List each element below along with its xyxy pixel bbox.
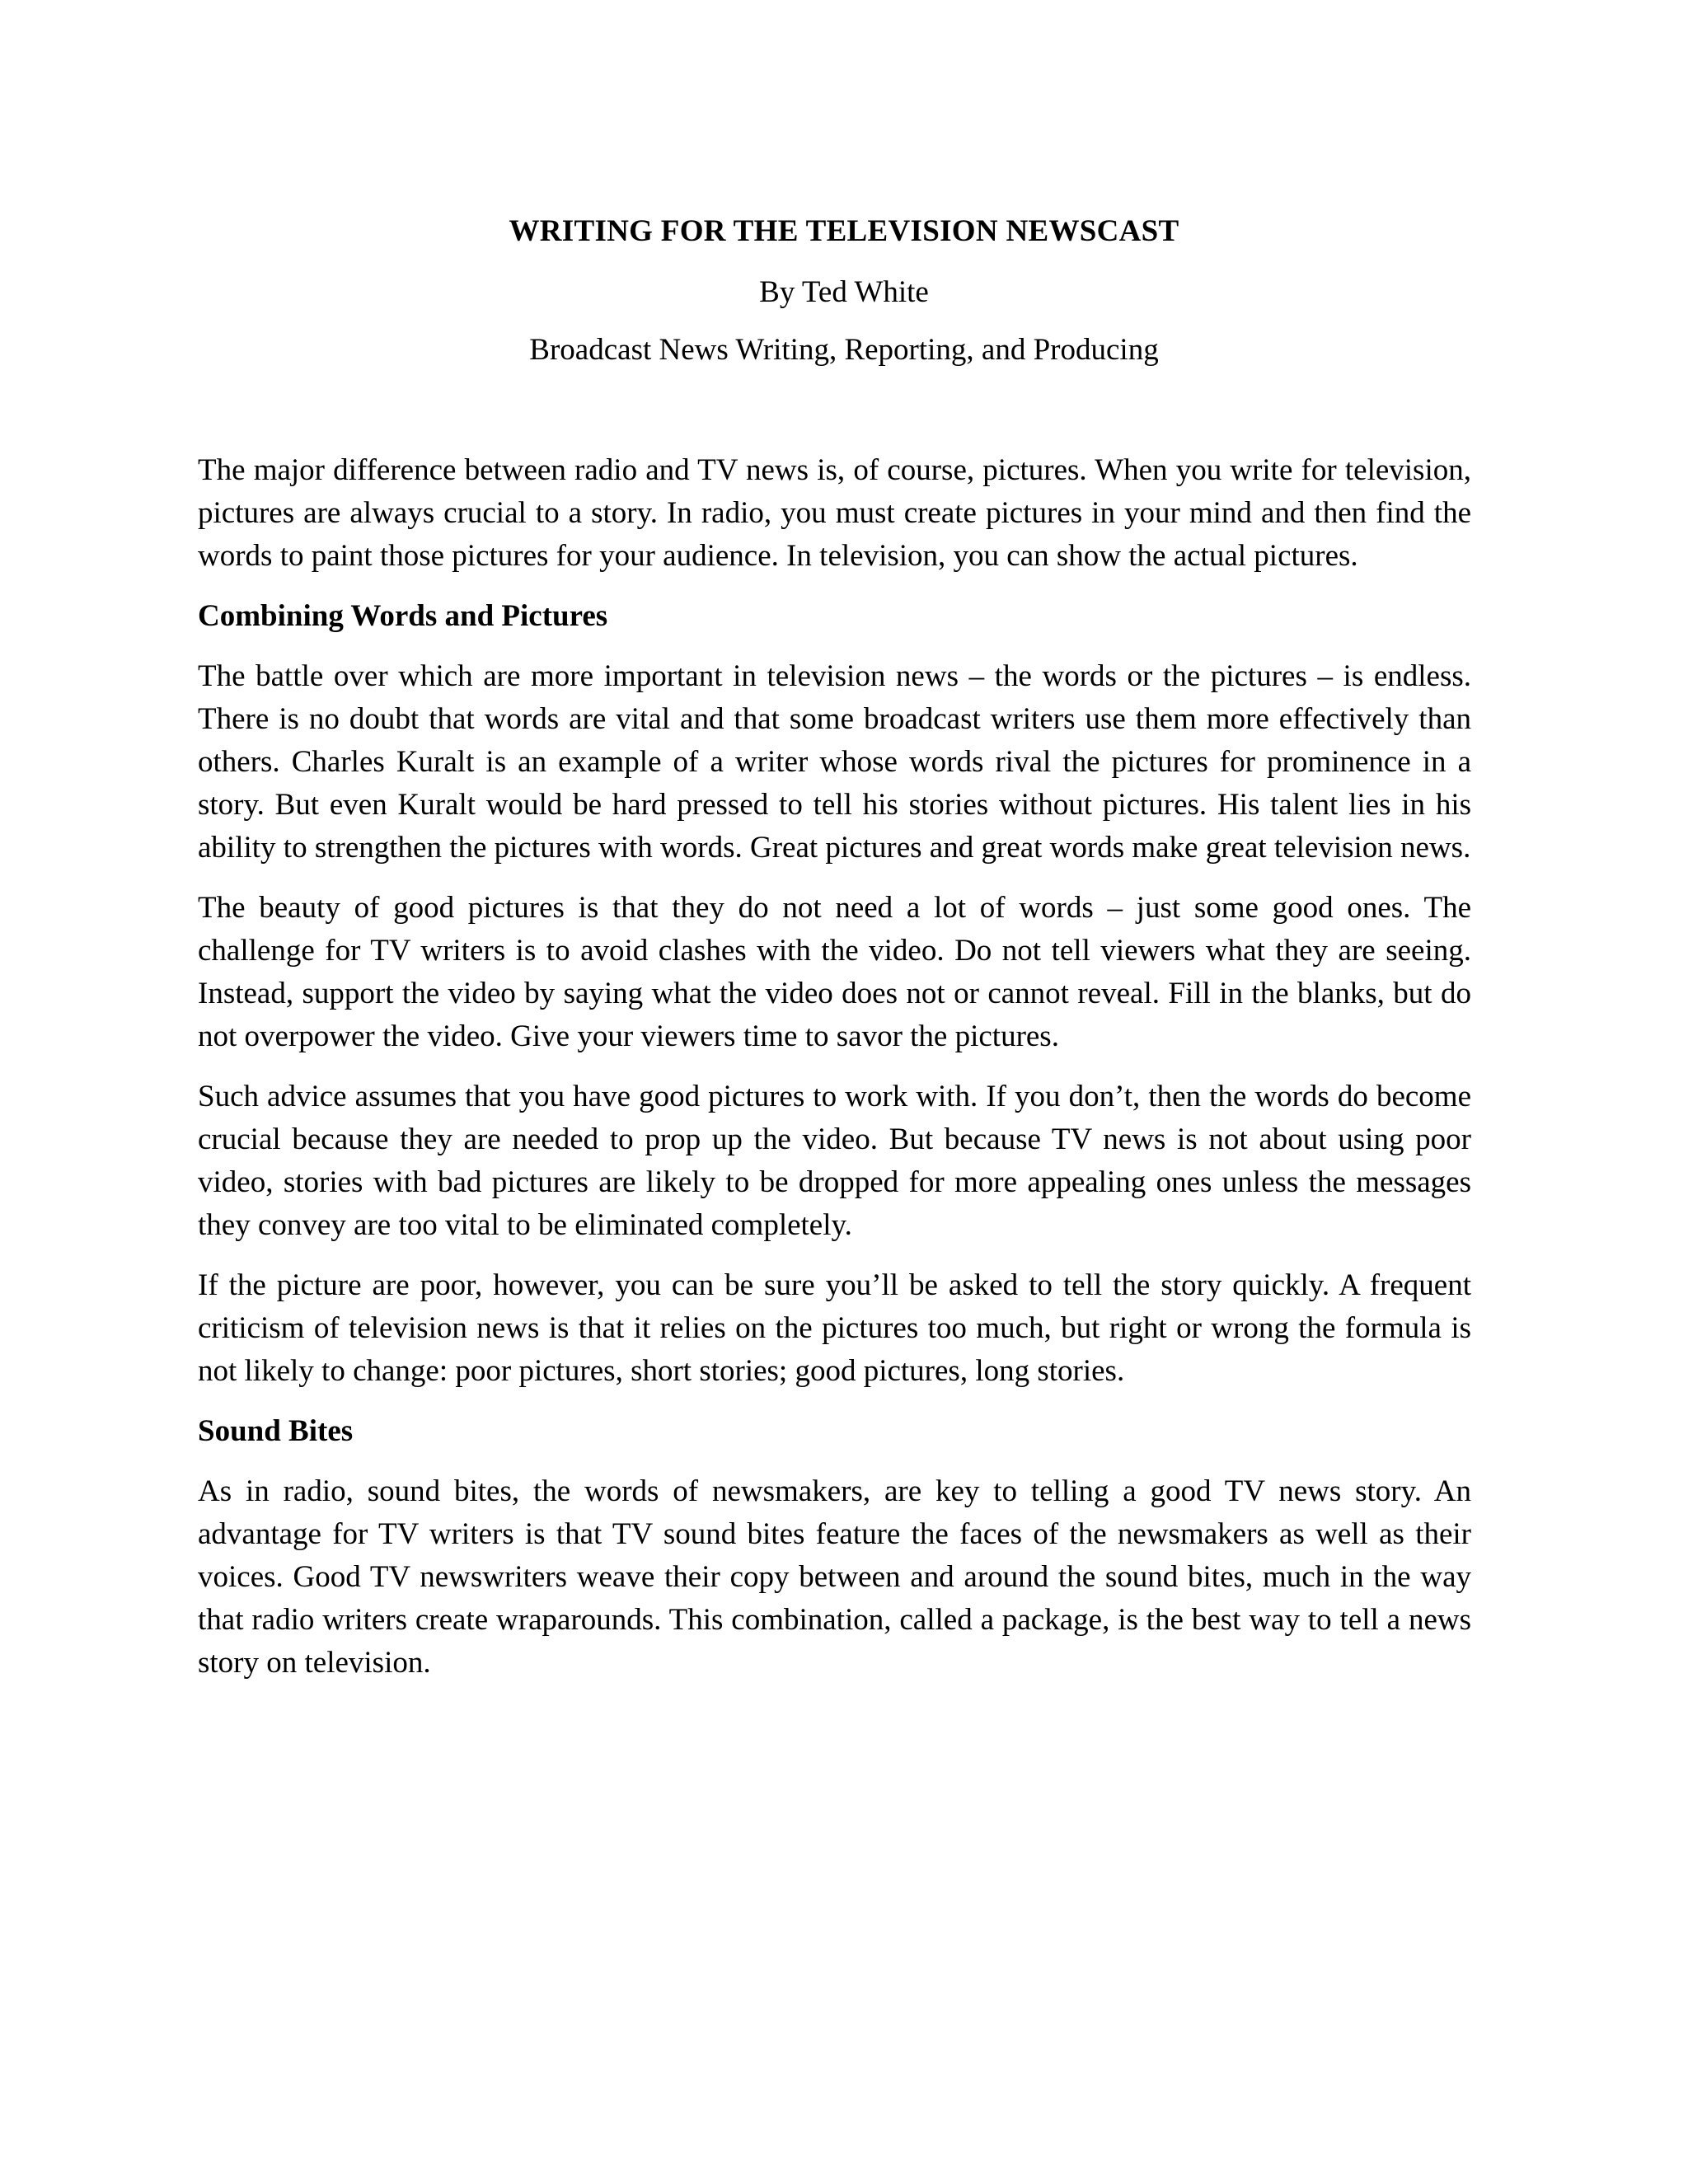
- author-line: By Ted White: [759, 275, 929, 309]
- source-line: Broadcast News Writing, Reporting, and Producing: [529, 333, 1159, 367]
- body-paragraph: The beauty of good pictures is that they do not need a lot of words – just some good ones. The challenge for TV writers is to avoid clashes with the video. Do not tell viewers what they are seeing. Instead, support the video by saying what the video does not or cannot reveal. Fill in the blanks, but do not overpower the video. Give your viewers time to savor the pictures.: [198, 891, 1471, 1053]
- body-paragraph: If the picture are poor, however, you can be sure you’ll be asked to tell the story quickly. A frequent criticism of television news is that it relies on the pictures too much, but right or wrong the formula is not likely to change: poor pictures, short stories; good pictures, long stories.: [198, 1268, 1471, 1388]
- document-header: [0, 208, 1688, 371]
- section-heading-combining: Combining Words and Pictures: [198, 599, 608, 633]
- section-heading-sound-bites: Sound Bites: [198, 1414, 354, 1448]
- body-paragraph: Such advice assumes that you have good pictures to work with. If you don’t, then the words do become crucial because they are needed to prop up the video. But because TV news is not about using poor video, stories with bad pictures are likely to be dropped for more appealing ones unless the messages they convey are too vital to be eliminated completely.: [198, 1080, 1471, 1242]
- body-paragraph: As in radio, sound bites, the words of newsmakers, are key to telling a good TV news story. An advantage for TV writers is that TV sound bites feature the faces of the newsmakers as well as their voices. Good TV newswriters weave their copy between and around the sound bites, much in the way that radio writers create wraparounds. This combination, called a package, is the best way to tell a news story on television.: [198, 1474, 1471, 1680]
- document-title: WRITING FOR THE TELEVISION NEWSCAST: [509, 214, 1179, 248]
- body-paragraph: The battle over which are more important in television news – the words or the pictures – is endless. There is no doubt that words are vital and that some broadcast writers use them more effectively than others. Charles Kuralt is an example of a writer whose words rival the pictures for prominence in a story. But even Kuralt would be hard pressed to tell his stories without pictures. His talent lies in his ability to strengthen the pictures with words. Great pictures and great words make great television news.: [198, 659, 1471, 865]
- intro-paragraph: The major difference between radio and TV news is, of course, pictures. When you write for television, pictures are always crucial to a story. In radio, you must create pictures in your mind and then find the words to paint those pictures for your audience. In television, you can show the actual pictures.: [198, 453, 1471, 573]
- document-body: [198, 449, 1471, 1702]
